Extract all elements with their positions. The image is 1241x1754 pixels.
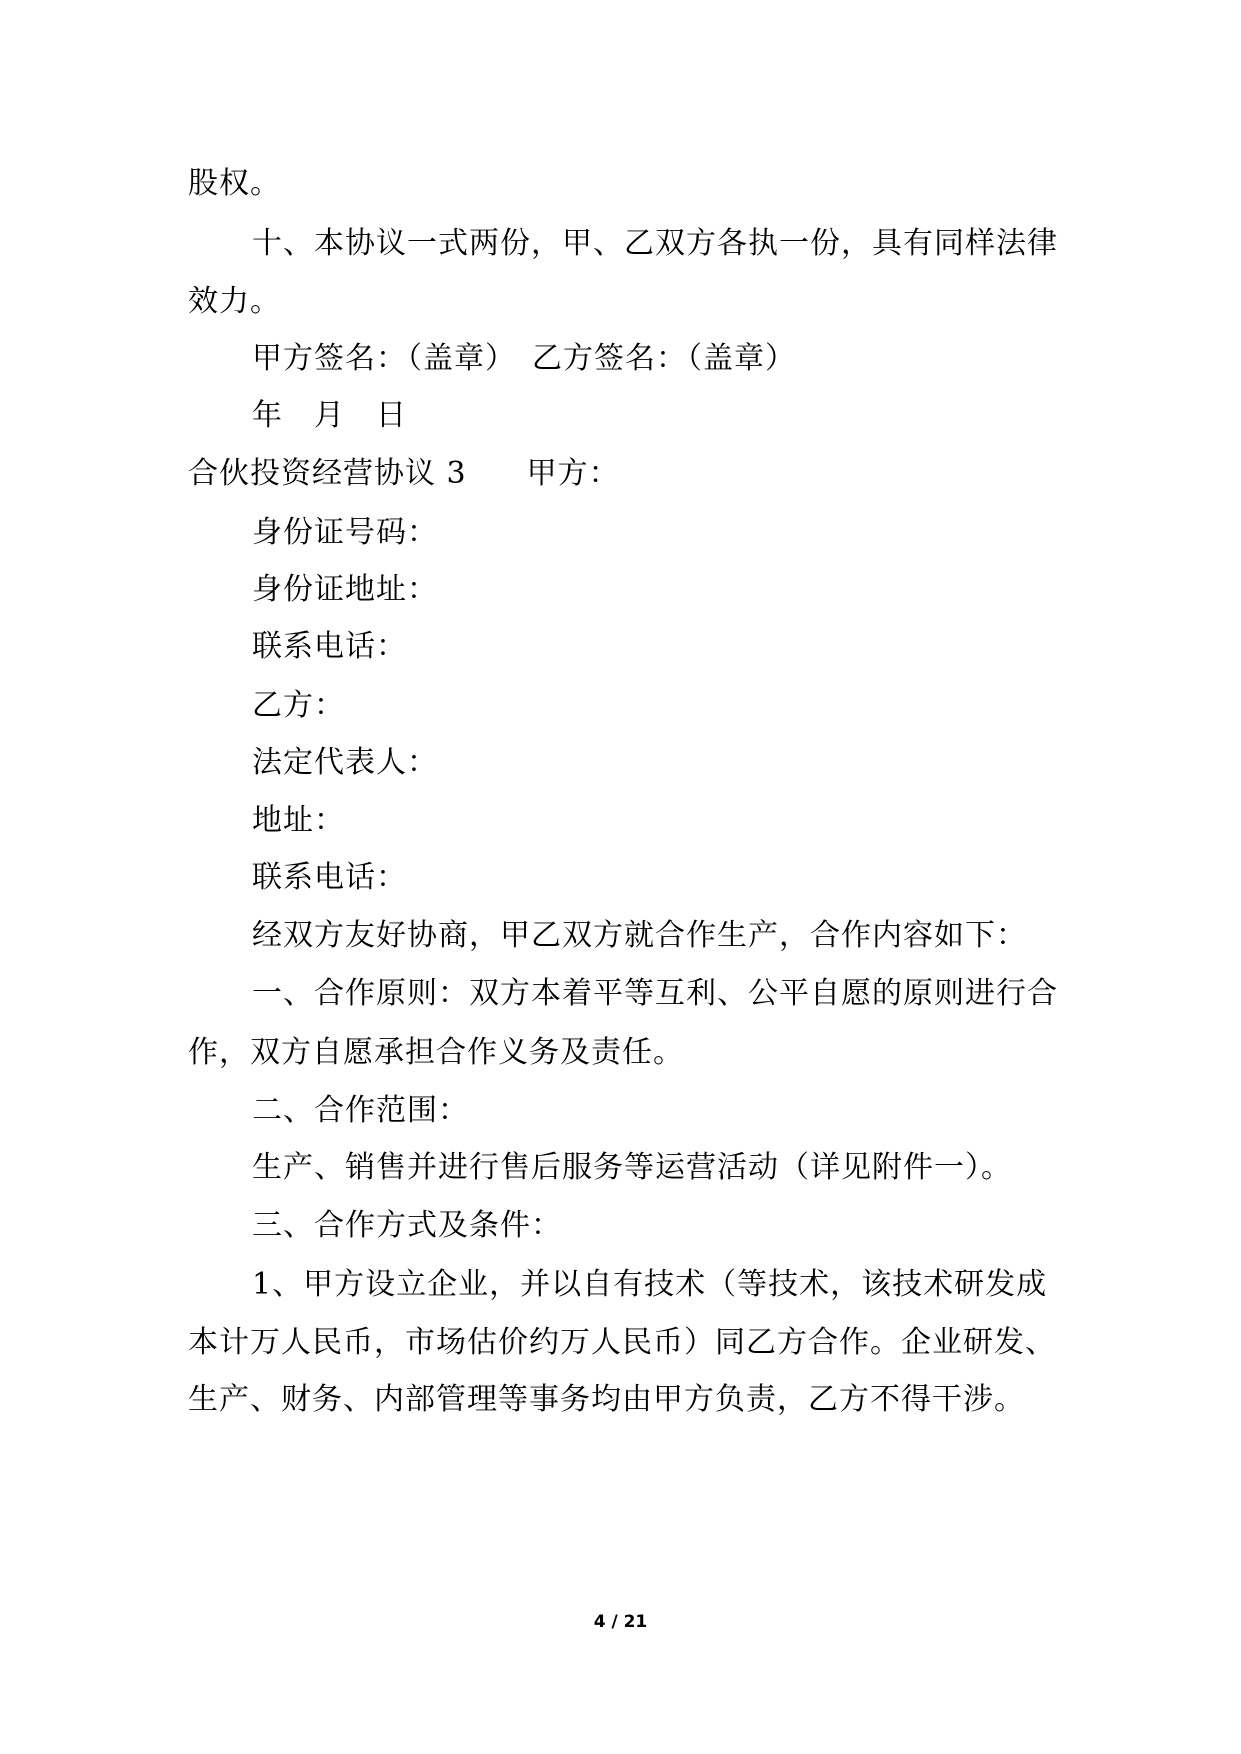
section-title: 合伙投资经营协议 3: [188, 456, 467, 491]
sub-clause-one-line: 1、甲方设立企业，并以自有技术（等技术，该技术研发成: [252, 1267, 1048, 1302]
paragraph-line: 本计万人民币，市场估价约万人民币）同乙方合作。企业研发、: [188, 1325, 1056, 1360]
paragraph-line: 股权。: [188, 166, 281, 201]
party-b-label: 乙方：: [252, 688, 345, 723]
party-a-label: 甲方：: [526, 456, 620, 491]
clause-ten-line: 十、本协议一式两份，甲、乙双方各执一份，具有同样法律: [252, 226, 1058, 261]
legal-rep-field: 法定代表人：: [252, 745, 438, 780]
paragraph-line: 经双方友好协商，甲乙双方就合作生产，合作内容如下：: [252, 918, 1027, 953]
address-field: 地址：: [252, 803, 345, 838]
paragraph-line: 效力。: [188, 284, 281, 319]
paragraph-line: 生产、销售并进行售后服务等运营活动（详见附件一）。: [252, 1150, 1012, 1185]
signature-line: 甲方签名：（盖章） 乙方签名：（盖章）: [252, 341, 796, 376]
clause-two-heading: 二、合作范围：: [252, 1093, 469, 1128]
phone-field: 联系电话：: [252, 860, 407, 895]
section-heading-row: [188, 456, 620, 492]
clause-three-heading: 三、合作方式及条件：: [252, 1208, 562, 1243]
id-number-field: 身份证号码：: [252, 515, 438, 550]
clause-one-line: 一、合作原则：双方本着平等互利、公平自愿的原则进行合: [252, 976, 1058, 1011]
paragraph-line: 生产、财务、内部管理等事务均由甲方负责，乙方不得干涉。: [188, 1382, 1025, 1417]
paragraph-line: 作，双方自愿承担合作义务及责任。: [188, 1035, 684, 1070]
phone-field: 联系电话：: [252, 629, 407, 664]
date-line: 年 月 日: [252, 398, 407, 433]
page-number: 4 / 21: [593, 1612, 648, 1632]
id-address-field: 身份证地址：: [252, 572, 438, 607]
